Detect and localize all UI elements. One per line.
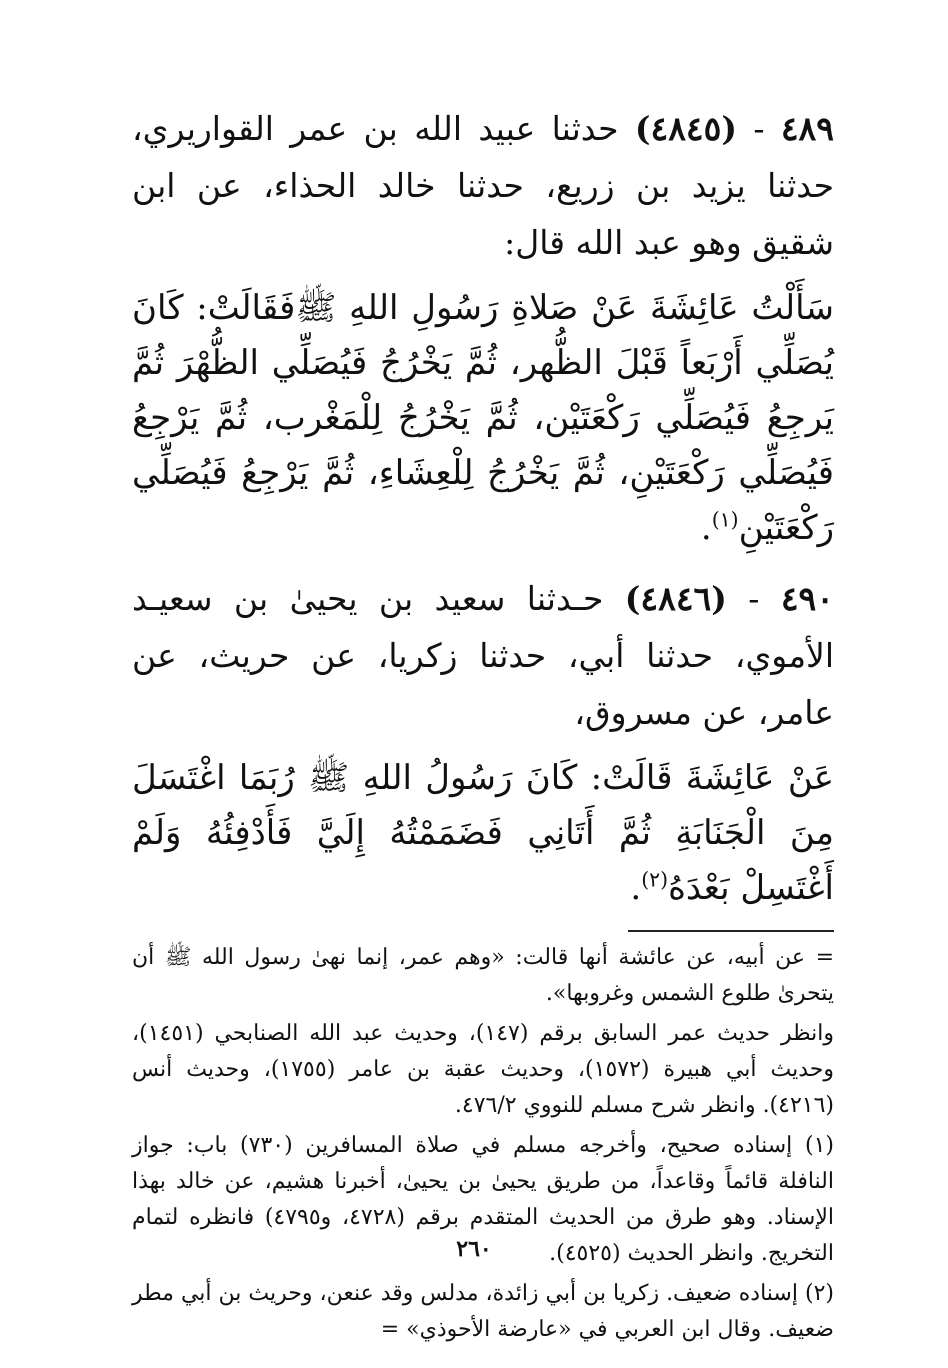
hadith-number: ٤٨٩ bbox=[780, 109, 835, 148]
hadith-number: ٤٩٠ bbox=[780, 579, 834, 618]
hadith-isnad bbox=[132, 570, 834, 741]
hadith-separator: - bbox=[737, 109, 765, 148]
isnad-text: حـدثنا سعيد بن يحيىٰ بن سعيـد الأموي، حدثنا أبي، حدثنا زكريا، عن حريث، عن عامر، عن مسروق، bbox=[132, 579, 834, 732]
footnote-mark: (١) bbox=[711, 507, 739, 532]
isnad-text: حدثنا عبيد الله بن عمر القواريري، حدثنا يزيد بن زريع، حدثنا خالد الحذاء، عن ابن شقيق وهو عبد الله قال: bbox=[132, 109, 834, 262]
footnote-see-also: وانظر حديث عمر السابق برقم (١٤٧)، وحديث عبد الله الصنابحي (١٤٥١)، وحديث أبي هبيرة (١٥٧٢)، وحديث عقبة بن عامر (١٧٥٥)، وحديث أنس (٤٢١٦). وانظر شرح مسلم للنووي ٤٧٦/٢. bbox=[132, 1021, 835, 1118]
matn-text: سَأَلْتُ عَائِشَةَ عَنْ صَلاةِ رَسُولِ اللهِ ﷺفَقَالَتْ: كَانَ يُصَلِّي أَرْبَعاً قَبْلَ الظُّهر، ثُمَّ يَخْرُجُ فَيُصَلِّي الظُّهْرَ ثُمَّ يَرجِعُ فَيُصَلِّي رَكْعَتَيْن، ثُمَّ يَخْرُجُ لِلْمَغْرب، ثُمَّ يَرْجِعُ فَيُصَلِّي رَكْعَتَيْنِ، ثُمَّ يَخْرُجُ لِلْعِشَاءِ، ثُمَّ يَرْجِعُ فَيُصَلِّي رَكْعَتَيْنِ bbox=[132, 288, 834, 548]
page-number: ٢٦٠ bbox=[456, 1236, 492, 1262]
footnote-divider bbox=[628, 930, 834, 932]
footnote-2: (٢) إسناده ضعيف. زكريا بن أبي زائدة، مدلس وقد عنعن، وحريث بن أبي مطر ضعيف. وقال ابن العربي في «عارضة الأحوذي» = bbox=[132, 1281, 834, 1342]
hadith-matn bbox=[132, 281, 834, 556]
hadith-matn bbox=[132, 751, 834, 916]
page-body bbox=[132, 100, 834, 1352]
footnote-continuation: = عن أبيه، عن عائشة أنها قالت: «وهم عمر، إنما نهىٰ رسول الله ﷺ أن يتحرىٰ طلوع الشمس وغروبها». bbox=[132, 945, 834, 1006]
footnote-1: (١) إسناده صحيح، وأخرجه مسلم في صلاة المسافرين (٧٣٠) باب: جواز النافلة قائماً وقاعداً، من طريق يحيىٰ بن يحيىٰ، أخبرنا هشيم، عن خالد بهذا الإسناد. وهو طرق من الحديث المتقدم برقم (٤٧٢٨، و٤٧٩٥) فانظره لتمام التخريج. وانظر الحديث (٤٥٢٥). bbox=[132, 1133, 835, 1266]
matn-text: عَنْ عَائِشَةَ قَالَتْ: كَانَ رَسُولُ اللهِ ﷺ رُبَمَا اغْتَسَلَ مِنَ الْجَنَابَةِ ثُمَّ أَتَانِي فَضَمَمْتُهُ إِلَيَّ فَأَدْفِئُهُ وَلَمْ أَغْتَسِلْ بَعْدَهُ bbox=[132, 758, 834, 908]
matn-end: . bbox=[630, 868, 642, 908]
footnotes bbox=[132, 940, 834, 1348]
hadith-reference: (٤٨٤٦) bbox=[624, 579, 727, 618]
footnote-mark: (٢) bbox=[641, 867, 669, 892]
matn-end: . bbox=[700, 508, 712, 548]
hadith-reference: (٤٨٤٥) bbox=[634, 109, 738, 148]
hadith-separator: - bbox=[726, 579, 760, 618]
hadith-isnad bbox=[132, 100, 834, 271]
